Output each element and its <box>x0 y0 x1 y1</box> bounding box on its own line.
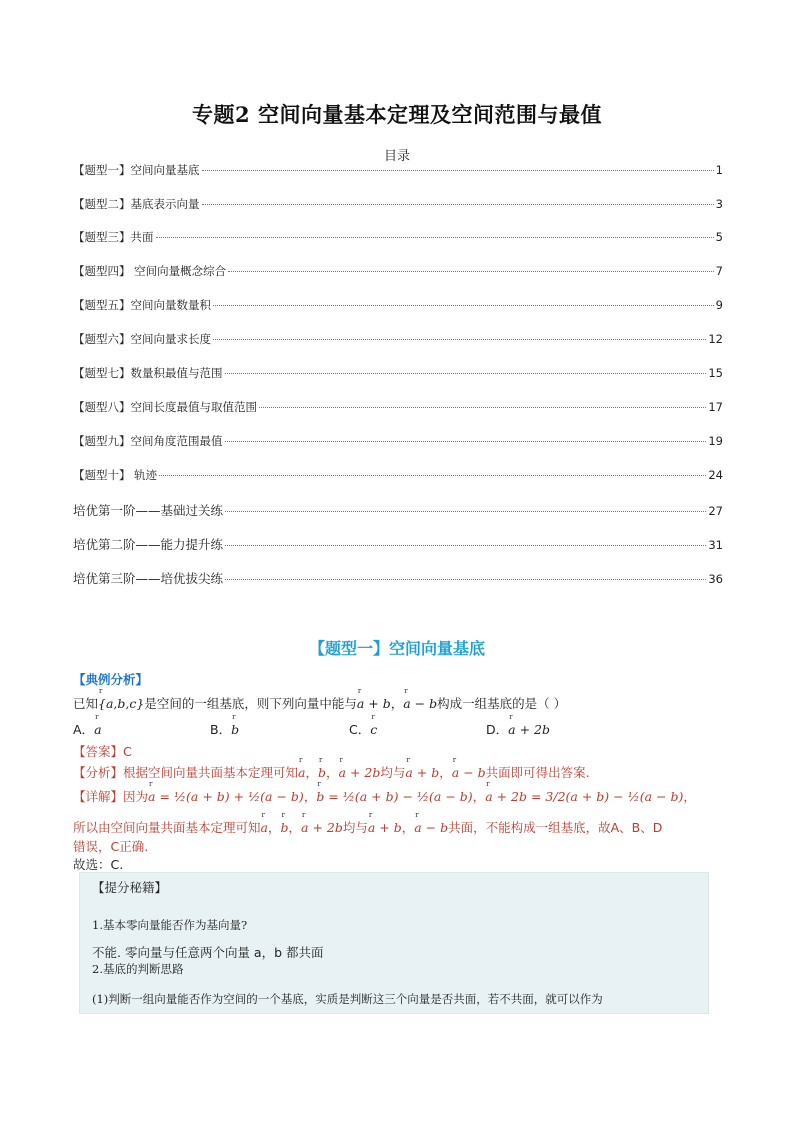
conclusion-sep: ， <box>288 820 302 835</box>
toc-entry-label: 【题型十】 轨迹 <box>73 468 158 482</box>
analysis-prefix: 根据空间向量共面基本定理可知 <box>123 765 299 780</box>
answer-label: 【答案】 <box>73 744 124 759</box>
conclusion-vector-diff: r a − b <box>414 820 448 835</box>
toc-entry-page: 1 <box>715 163 723 177</box>
toc-leader-dots <box>225 511 706 512</box>
toc-entry-label: 【题型五】空间向量数量积 <box>73 298 211 312</box>
toc-entry-page: 31 <box>708 538 723 552</box>
toc-entry[interactable] <box>73 501 723 521</box>
option-c-label: C． <box>349 722 371 737</box>
toc-entry[interactable] <box>73 399 723 419</box>
analysis-line <box>73 763 590 781</box>
toc-leader-dots <box>156 237 714 238</box>
detail-equation-1: r a = ½(a + b) + ½(a − b) <box>148 789 304 804</box>
analysis-vector-a: r a <box>298 765 305 780</box>
conclusion-vector-a2b: r a + 2b <box>301 820 343 835</box>
option-d-label: D． <box>486 722 509 737</box>
option-a-label: A． <box>73 722 95 737</box>
toc-entry-page: 27 <box>708 504 723 518</box>
option-b[interactable] <box>210 720 239 738</box>
toc-entry-label: 【题型七】数量积最值与范围 <box>73 366 223 380</box>
toc-leader-dots <box>202 170 714 171</box>
option-c[interactable] <box>349 720 377 738</box>
toc-leader-dots <box>202 204 714 205</box>
detail-equation-3: r a + 2b = 3/2(a + b) − ½(a − b) <box>485 789 683 804</box>
question-vector-2: r a − b <box>403 696 437 711</box>
example-heading: 【典例分析】 <box>73 672 149 687</box>
tip-title: 【提分秘籍】 <box>92 880 168 895</box>
final-choice: 故选：C. <box>73 857 124 872</box>
toc-leader-dots <box>225 579 706 580</box>
detail-sep: ， <box>683 789 696 804</box>
conclusion-vector-sum: r a + b <box>368 820 402 835</box>
question-middle: 是空间的一组基底，则下列向量中能与 <box>144 696 357 711</box>
toc-entry[interactable] <box>73 467 723 487</box>
toc-entry-page: 15 <box>708 366 723 380</box>
conclusion-sep: ， <box>267 820 281 835</box>
toc-entry-label: 【题型八】空间长度最值与取值范围 <box>73 400 257 414</box>
toc-entry[interactable] <box>73 229 723 249</box>
answer-line <box>73 742 132 760</box>
analysis-vector-a2b: r a + 2b <box>339 765 381 780</box>
tip-box <box>79 872 709 1014</box>
question-separator: ， <box>390 696 404 711</box>
toc-leader-dots <box>225 373 707 374</box>
option-a-value: r a <box>94 722 101 737</box>
toc-entry-label: 【题型六】空间向量求长度 <box>73 332 211 346</box>
option-d[interactable] <box>486 720 550 738</box>
analysis-end: 共面即可得出答案. <box>485 765 590 780</box>
analysis-sep: ， <box>305 765 318 780</box>
option-c-value: r c <box>370 722 377 737</box>
question-prefix: 已知 <box>73 696 99 711</box>
toc-entry-page: 12 <box>708 332 723 346</box>
toc-leader-dots <box>225 545 706 546</box>
tip-line-3: 2.基底的判断思路 <box>92 962 184 976</box>
toc-entry-page: 7 <box>715 264 723 278</box>
toc-heading: 目录 <box>383 149 410 164</box>
analysis-vector-sum: r a + b <box>405 765 439 780</box>
conclusion-vector-b: r b <box>280 820 288 835</box>
conclusion-mid: 均与 <box>342 820 368 835</box>
question-text <box>73 694 566 712</box>
toc-entry-label: 【题型三】共面 <box>73 230 154 244</box>
toc-entry-label: 【题型一】空间向量基底 <box>73 163 200 177</box>
toc-entry-page: 36 <box>708 572 723 586</box>
toc-entry[interactable] <box>73 263 723 283</box>
option-d-value: r a + 2b <box>508 722 550 737</box>
tip-line-1: 1.基本零向量能否作为基向量? <box>92 918 248 932</box>
section-title: 【题型一】空间向量基底 <box>308 639 485 658</box>
toc-entry[interactable] <box>73 433 723 453</box>
toc-entry[interactable] <box>73 331 723 351</box>
toc-entry-label: 培优第一阶——基础过关练 <box>73 503 224 518</box>
toc-leader-dots <box>259 407 706 408</box>
toc-leader-dots <box>228 271 714 272</box>
document-title: 专题2 空间向量基本定理及空间范围与最值 <box>192 102 602 127</box>
toc-entry-page: 5 <box>715 230 723 244</box>
toc-entry[interactable] <box>73 569 723 589</box>
toc-entry-page: 24 <box>708 468 723 482</box>
toc-entry[interactable] <box>73 365 723 385</box>
tip-line-4: (1)判断一组向量能否作为空间的一个基底，实质是判断这三个向量是否共面，若不共面，就可以作为 <box>92 992 603 1006</box>
toc-leader-dots <box>225 441 707 442</box>
conclusion-line-1 <box>73 818 662 836</box>
detail-prefix: 因为 <box>123 789 149 804</box>
analysis-vector-b: r b <box>318 765 326 780</box>
toc-leader-dots <box>213 339 706 340</box>
detail-line <box>73 787 696 805</box>
conclusion-line-2: 错误，C正确. <box>73 839 149 854</box>
detail-sep: ， <box>303 789 317 804</box>
question-vector-1: r a + b <box>357 696 391 711</box>
option-b-label: B． <box>210 722 232 737</box>
tip-line-2: 不能. 零向量与任意两个向量 a，b 都共面 <box>92 945 324 960</box>
conclusion-sep: ， <box>401 820 415 835</box>
toc-entry-page: 3 <box>715 197 723 211</box>
toc-entry-label: 培优第三阶——培优拔尖练 <box>73 571 224 586</box>
toc-leader-dots <box>159 475 706 476</box>
analysis-suffix: 均与 <box>380 765 406 780</box>
answer-value: C <box>123 744 132 759</box>
conclusion-vector-a: r a <box>261 820 268 835</box>
toc-entry-label: 【题型二】基底表示向量 <box>73 197 200 211</box>
toc-leader-dots <box>213 305 714 306</box>
analysis-sep: ， <box>326 765 339 780</box>
toc-entry[interactable] <box>73 162 723 182</box>
option-a[interactable] <box>73 720 102 738</box>
analysis-vector-diff: r a − b <box>452 765 486 780</box>
toc-entry[interactable] <box>73 196 723 216</box>
conclusion-prefix: 所以由空间向量共面基本定理可知 <box>73 820 261 835</box>
toc-entry[interactable] <box>73 297 723 317</box>
toc-entry-page: 19 <box>708 434 723 448</box>
question-basis-set: r {a,b,c} <box>98 696 144 711</box>
option-b-value: r b <box>231 722 239 737</box>
analysis-label: 【分析】 <box>73 765 124 780</box>
toc-entry-label: 【题型四】 空间向量概念综合 <box>73 264 227 278</box>
detail-sep: ， <box>472 789 486 804</box>
question-suffix: 构成一组基底的是（ ） <box>437 696 567 711</box>
toc-entry-label: 【题型九】空间角度范围最值 <box>73 434 223 448</box>
analysis-sep: ， <box>439 765 452 780</box>
conclusion-tail: 共面，不能构成一组基底，故A、B、D <box>448 820 663 835</box>
toc-entry-label: 培优第二阶——能力提升练 <box>73 537 224 552</box>
toc-entry[interactable] <box>73 535 723 555</box>
toc-entry-page: 17 <box>708 400 723 414</box>
detail-label: 【详解】 <box>73 789 124 804</box>
detail-equation-2: r b = ½(a + b) − ½(a − b) <box>316 789 472 804</box>
toc-entry-page: 9 <box>715 298 723 312</box>
